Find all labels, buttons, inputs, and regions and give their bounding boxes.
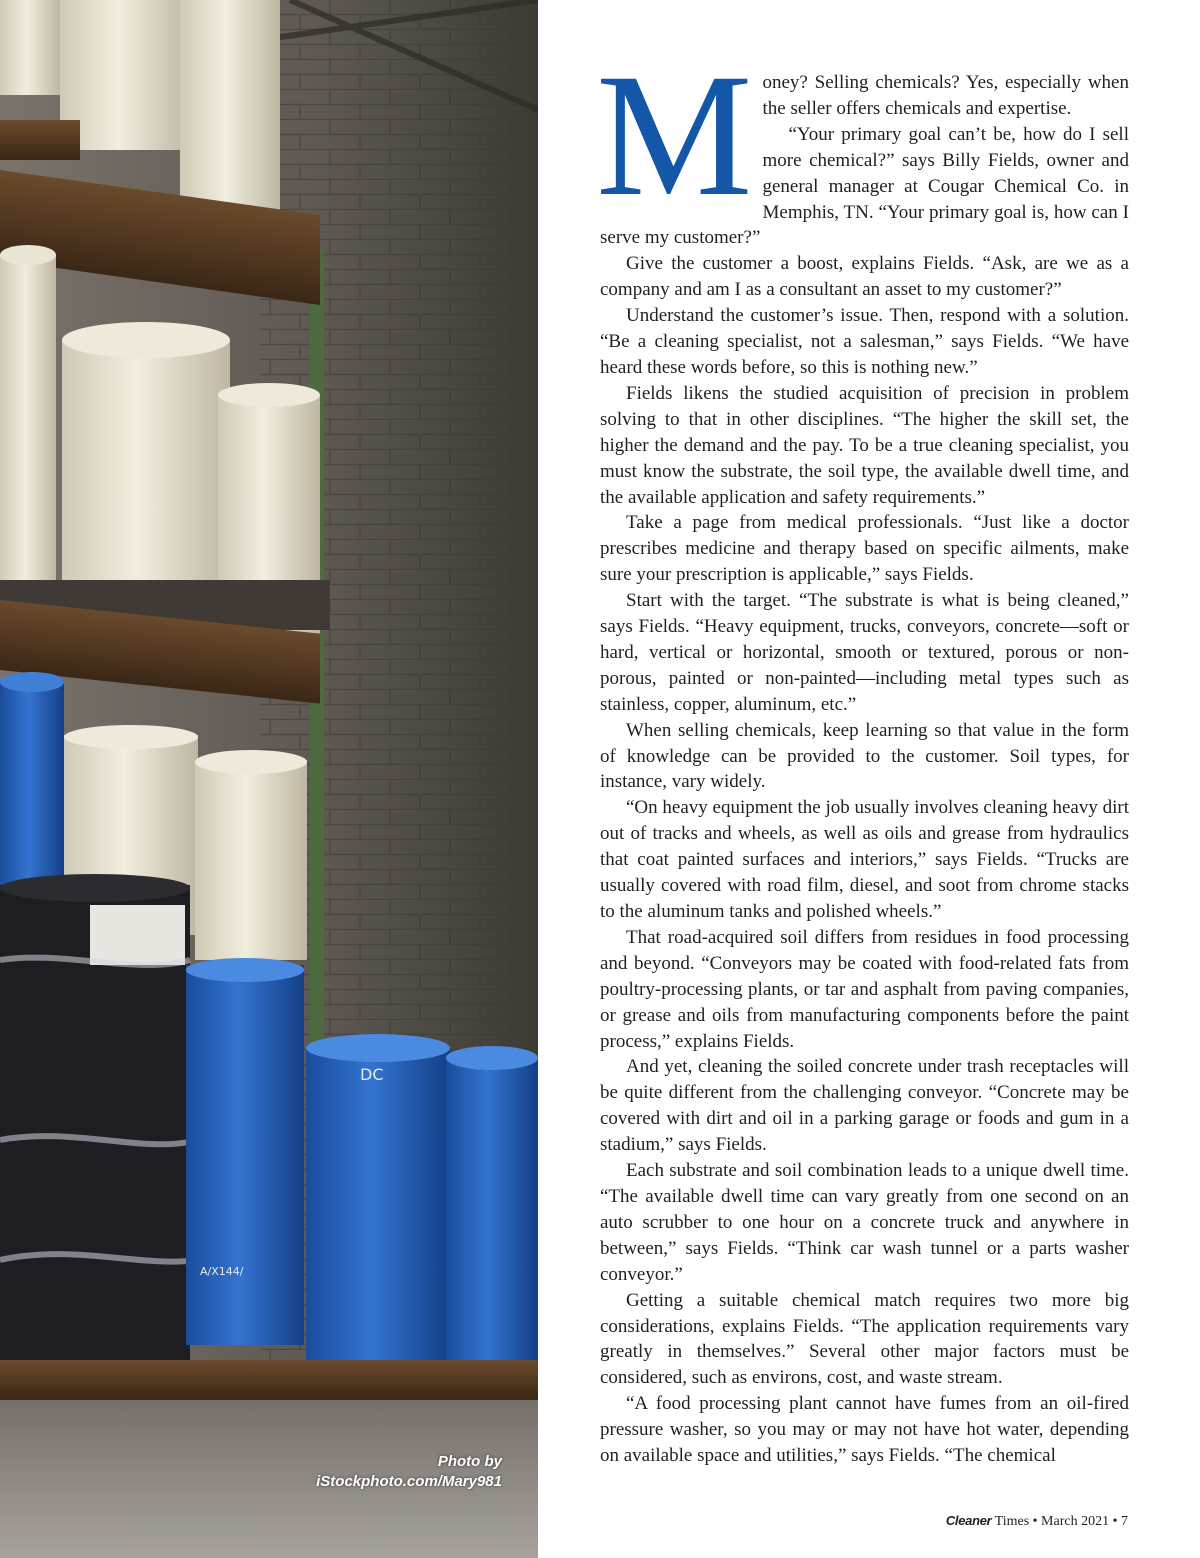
article-paragraph-0: Money? Selling chemicals? Yes, especially when the seller offers chemicals and expertise. [596, 38, 1129, 233]
article-paragraph: Take a page from medical professionals. “Just like a doctor prescribes medicine and therapy based on specific ailments, make sure your prescription is applicable,” says Fields. [600, 512, 1129, 586]
article-paragraph: That road-acquired soil differs from residues in food processing and beyond. “Conveyors may be coated with food-related fats from poultry-processing plants, or tar and asphalt from paving companies, or grease and oils from manufacturing components before the paint process,” explains Fields. [600, 926, 1129, 1052]
article-paragraph: Understand the customer’s issue. Then, respond with a solution. “Be a cleaning specialist, not a salesman,” says Fields. “We have heard these words before, so this is nothing new.” [600, 305, 1129, 378]
photo-credit [316, 1452, 502, 1492]
page-footer [946, 1513, 1128, 1530]
svg-text:A/X144/: A/X144/ [200, 1265, 244, 1278]
article-paragraph: Getting a suitable chemical match requires two more big considerations, explains Fields. “The application requirements vary greatly in themselves.” Several other major factors must be considered, such as environs, cost, and waste stream. [600, 1289, 1129, 1389]
footer-brand: Cleaner [945, 1513, 992, 1528]
article-body [596, 38, 1129, 1469]
article-paragraph: Give the customer a boost, explains Fields. “Ask, are we as a company and am I as a consultant an asset to my customer?” [600, 253, 1129, 301]
drop-cap: M [596, 38, 753, 233]
svg-text:DC: DC [360, 1065, 384, 1084]
footer-issue-page: Times • March 2021 • 7 [991, 1514, 1128, 1529]
warehouse-photo [0, 0, 538, 1558]
article-paragraph: Fields likens the studied acquisition of precision in problem solving to that in other disciplines. “The higher the skill set, the higher the demand and the pay. To be a true cleaning specialist, you must know the substrate, the soil type, the available dwell time, and the available application and safety requirements.” [600, 382, 1129, 508]
article-paragraph: And yet, cleaning the soiled concrete under trash receptacles will be quite different from the challenging conveyor. “Concrete may be covered with dirt and oil in a parking garage or foods and gum in a stadium,” says Fields. [600, 1056, 1129, 1156]
article-paragraph: When selling chemicals, keep learning so that value in the form of knowledge can be provided to the customer. Soil types, for instance, vary widely. [600, 719, 1129, 793]
article-paragraph: “A food processing plant cannot have fumes from an oil-fired pressure washer, so you may or may not have hot water, depending on available space and utilities,” says Fields. “The chemical [600, 1393, 1129, 1467]
article-paragraph: “Your primary goal can’t be, how do I sell more chemical?” says Billy Fields, owner and general manager at Cougar Chemical Co. in Memphis, TN. “Your primary goal is, how can I serve my customer?” [600, 123, 1129, 249]
photo-credit-line-2: iStockphoto.com/Mary981 [316, 1473, 502, 1490]
article-paragraph: Each substrate and soil combination leads to a unique dwell time. “The available dwell time can vary greatly from one second on an auto scrubber to one hour on a concrete truck and anywhere in between,” says Fields. “Think car wash tunnel or a parts washer conveyor.” [600, 1160, 1129, 1285]
photo-credit-line-1: Photo by [437, 1453, 502, 1470]
barrels-illustration-icon [0, 0, 538, 1558]
article-paragraph: Start with the target. “The substrate is what is being cleaned,” says Fields. “Heavy equipment, trucks, conveyors, concrete—soft or hard, vertical or horizontal, smooth or textured, porous or non-porous, painted or non-painted—including metal types such as stainless, copper, aluminum, etc.” [600, 590, 1129, 715]
article-paragraph: “On heavy equipment the job usually involves cleaning heavy dirt out of tracks and wheels, as well as oils and grease from hydraulics that coat painted surfaces and interiors,” says Fields. “Trucks are usually covered with road film, diesel, and soot from chrome stacks to the aluminum tanks and polished wheels.” [600, 797, 1129, 922]
